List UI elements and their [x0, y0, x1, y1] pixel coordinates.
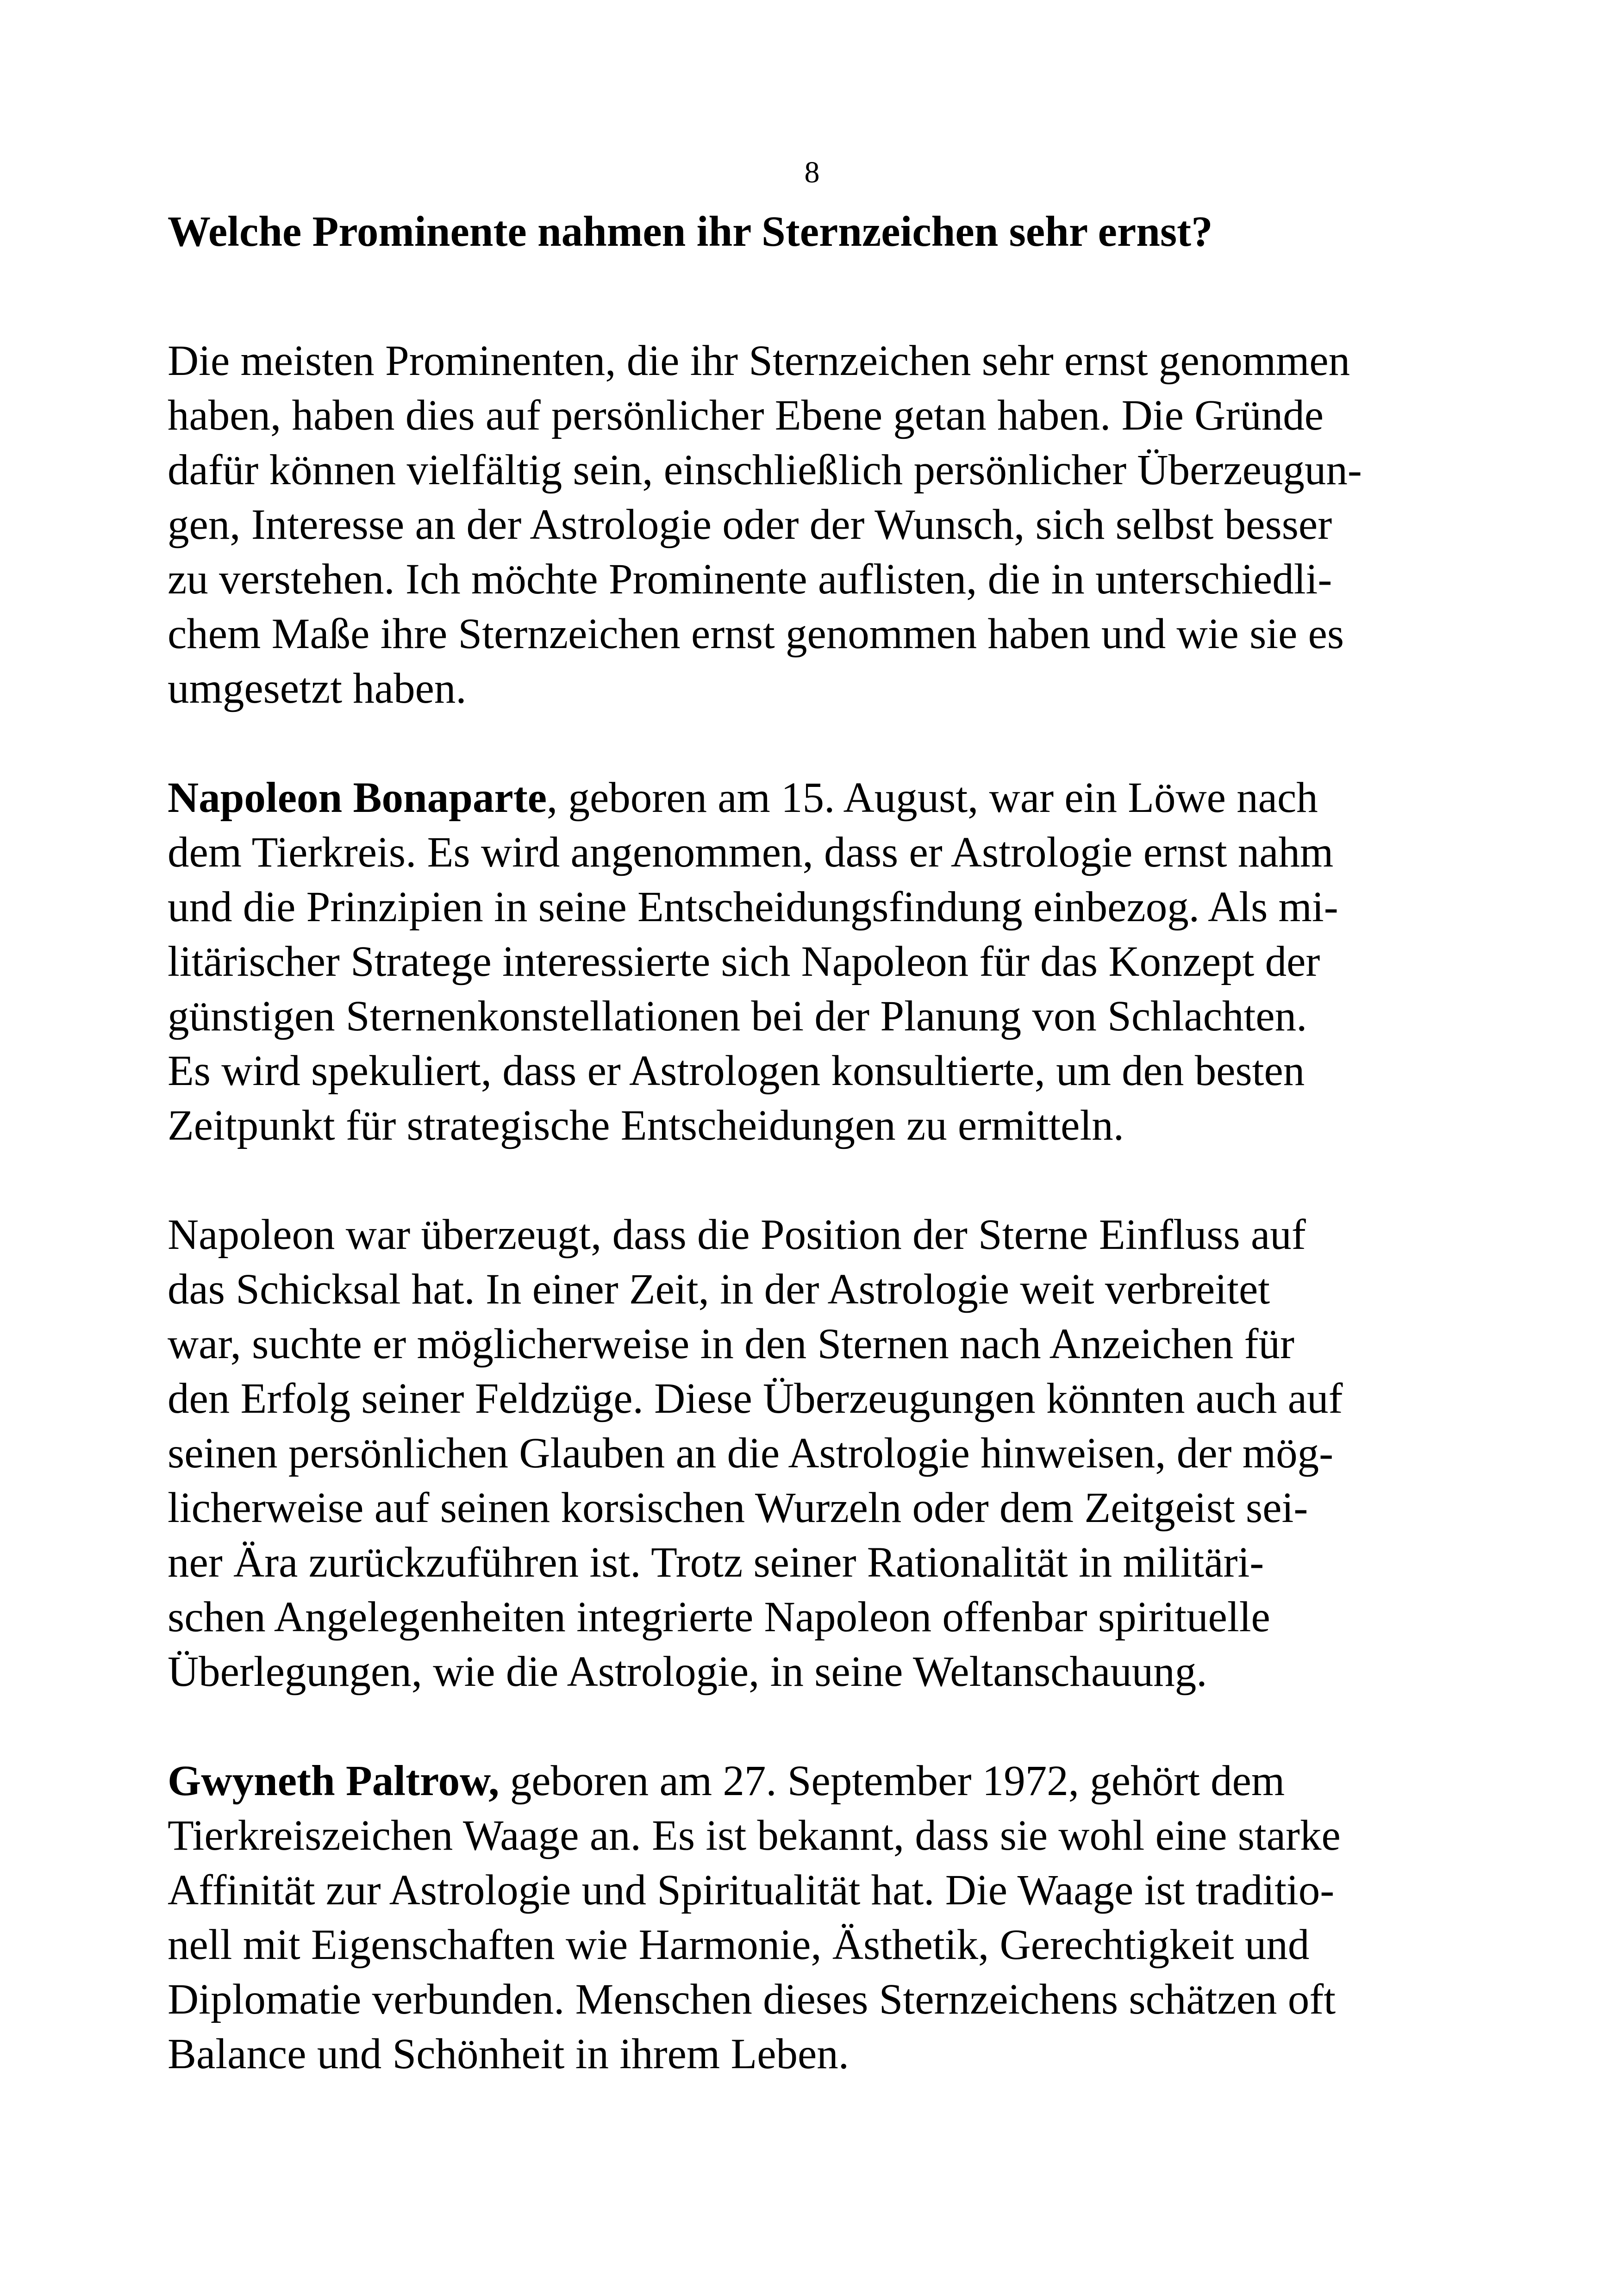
- text-line: seinen persönlichen Glauben an die Astrologie hinweisen, der mög-: [168, 1429, 1334, 1477]
- text-fragment: , geboren am 15. August, war ein Löwe nach: [546, 773, 1318, 822]
- text-line: dafür können vielfältig sein, einschließlich persönlicher Überzeugun-: [168, 446, 1362, 494]
- text-fragment: geboren am 27. September 1972, gehört dem: [499, 1757, 1285, 1805]
- text-line: das Schicksal hat. In einer Zeit, in der Astrologie weit verbreitet: [168, 1265, 1270, 1313]
- text-line: Napoleon war überzeugt, dass die Position der Sterne Einfluss auf: [168, 1210, 1306, 1259]
- text-line: ner Ära zurückzuführen ist. Trotz seiner Rationalität in militäri-: [168, 1538, 1264, 1586]
- text-line: [168, 771, 1443, 825]
- text-line: Affinität zur Astrologie und Spiritualität hat. Die Waage ist traditio-: [168, 1866, 1335, 1914]
- text-line: den Erfolg seiner Feldzüge. Diese Überzeugungen könnten auch auf: [168, 1374, 1343, 1422]
- text-line: zu verstehen. Ich möchte Prominente auflisten, die in unterschiedli-: [168, 555, 1332, 603]
- person-name-paltrow: Gwyneth Paltrow,: [168, 1757, 500, 1805]
- text-line: [168, 1754, 1443, 1809]
- napoleon-belief-paragraph: [168, 1208, 1443, 1699]
- text-line: schen Angelegenheiten integrierte Napoleon offenbar spirituelle: [168, 1593, 1270, 1641]
- section-heading: Welche Prominente nahmen ihr Sternzeichen sehr ernst?: [168, 208, 1213, 256]
- text-line: nell mit Eigenschaften wie Harmonie, Ästhetik, Gerechtigkeit und: [168, 1921, 1310, 1969]
- text-line: Es wird spekuliert, dass er Astrologen konsultierte, um den besten: [168, 1047, 1305, 1095]
- person-name-napoleon: Napoleon Bonaparte: [168, 773, 547, 822]
- text-line: gen, Interesse an der Astrologie oder der Wunsch, sich selbst besser: [168, 500, 1332, 549]
- text-line: günstigen Sternenkonstellationen bei der Planung von Schlachten.: [168, 992, 1307, 1040]
- text-line: Tierkreiszeichen Waage an. Es ist bekannt, dass sie wohl eine starke: [168, 1811, 1341, 1859]
- text-line: chem Maße ihre Sternzeichen ernst genommen haben und wie sie es: [168, 610, 1344, 658]
- text-line: Diplomatie verbunden. Menschen dieses Sternzeichens schätzen oft: [168, 1975, 1336, 2023]
- paltrow-paragraph: [168, 1754, 1443, 2082]
- page-content: [168, 207, 1443, 2082]
- text-line: Überlegungen, wie die Astrologie, in seine Weltanschauung.: [168, 1647, 1207, 1696]
- text-line: litärischer Stratege interessierte sich Napoleon für das Konzept der: [168, 937, 1320, 985]
- page-number: 8: [804, 156, 820, 189]
- napoleon-paragraph: [168, 771, 1443, 1153]
- text-line: licherweise auf seinen korsischen Wurzeln oder dem Zeitgeist sei-: [168, 1484, 1308, 1532]
- text-line: haben, haben dies auf persönlicher Ebene getan haben. Die Gründe: [168, 391, 1324, 439]
- text-line: Zeitpunkt für strategische Entscheidungen zu ermitteln.: [168, 1101, 1124, 1149]
- text-line: Balance und Schönheit in ihrem Leben.: [168, 2030, 849, 2078]
- text-line: umgesetzt haben.: [168, 664, 467, 712]
- text-line: Die meisten Prominenten, die ihr Sternzeichen sehr ernst genommen: [168, 337, 1350, 385]
- text-line: dem Tierkreis. Es wird angenommen, dass er Astrologie ernst nahm: [168, 828, 1334, 876]
- text-line: war, suchte er möglicherweise in den Sternen nach Anzeichen für: [168, 1320, 1294, 1368]
- intro-paragraph: [168, 334, 1443, 716]
- text-line: und die Prinzipien in seine Entscheidungsfindung einbezog. Als mi-: [168, 883, 1338, 931]
